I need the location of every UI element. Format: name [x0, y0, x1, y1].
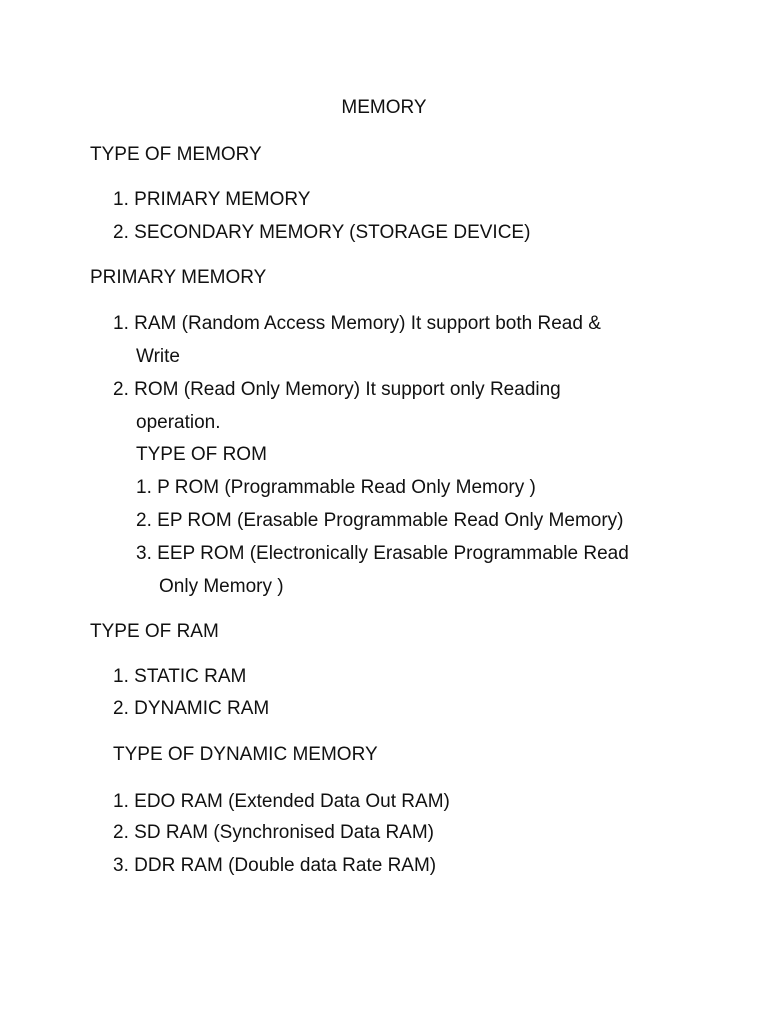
list-text: STATIC RAM: [134, 666, 247, 687]
section-heading-type-of-ram: TYPE OF RAM: [90, 621, 219, 642]
list-number: 2.: [113, 698, 129, 719]
list-text: SECONDARY MEMORY (STORAGE DEVICE): [134, 222, 531, 243]
list-number: 2.: [113, 379, 129, 400]
list-item: [113, 216, 530, 249]
list-number: 1.: [113, 791, 129, 812]
list-number: 3.: [113, 855, 129, 876]
section-heading-type-of-dynamic-memory: TYPE OF DYNAMIC MEMORY: [113, 744, 378, 765]
list-number: 1.: [113, 666, 129, 687]
list-item: [113, 660, 246, 693]
list-number: 3.: [136, 543, 152, 564]
subsection-heading-type-of-rom: TYPE OF ROM: [136, 444, 267, 465]
list-item: [136, 537, 629, 570]
list-item: [113, 785, 450, 818]
list-text: EEP ROM (Electronically Erasable Programmable Read: [157, 543, 629, 564]
list-text: EDO RAM (Extended Data Out RAM): [134, 791, 450, 812]
list-text: ROM (Read Only Memory) It support only Reading: [134, 379, 561, 400]
page-title: MEMORY: [341, 97, 427, 118]
list-number: 1.: [136, 477, 152, 498]
list-number: 2.: [113, 822, 129, 843]
list-number: 1.: [113, 313, 129, 334]
list-item: [113, 307, 601, 340]
list-text: RAM (Random Access Memory) It support both Read &: [134, 313, 601, 334]
list-text: PRIMARY MEMORY: [134, 189, 311, 210]
list-item: [113, 849, 436, 882]
list-text: DYNAMIC RAM: [134, 698, 270, 719]
list-text: DDR RAM (Double data Rate RAM): [134, 855, 437, 876]
list-text-continuation: operation.: [136, 412, 221, 433]
list-item: [113, 816, 434, 849]
section-heading-type-of-memory: TYPE OF MEMORY: [90, 144, 262, 165]
list-text-continuation: Write: [136, 346, 180, 367]
list-number: 1.: [113, 189, 129, 210]
list-number: 2.: [136, 510, 152, 531]
section-heading-primary-memory: PRIMARY MEMORY: [90, 267, 267, 288]
list-item: [136, 504, 624, 537]
list-text: EP ROM (Erasable Programmable Read Only Memory): [157, 510, 624, 531]
list-number: 2.: [113, 222, 129, 243]
list-text-continuation: Only Memory ): [159, 576, 284, 597]
list-item: [136, 471, 536, 504]
list-text: SD RAM (Synchronised Data RAM): [134, 822, 435, 843]
list-item: [113, 373, 561, 406]
list-text: P ROM (Programmable Read Only Memory ): [157, 477, 536, 498]
list-item: [113, 692, 269, 725]
list-item: [113, 183, 310, 216]
